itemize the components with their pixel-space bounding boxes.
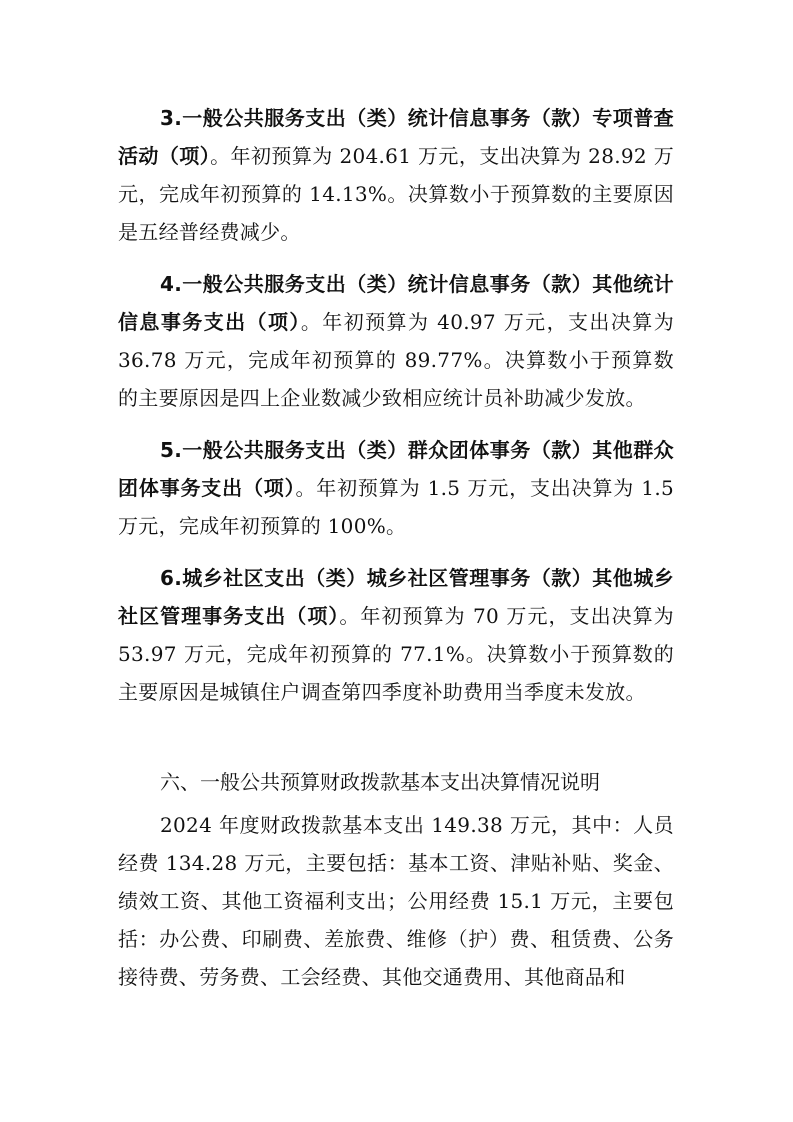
item-6-title: 6.城乡社区支出（类）城乡社区管理事务（款）其他城乡社区管理事务支出（项） (118, 566, 674, 628)
item-5-body: 。年初预算为 1.5 万元，支出决算为 1.5 万元，完成年初预算的 100%。 (118, 476, 674, 538)
item-5-title: 5.一般公共服务支出（类）群众团体事务（款）其他群众团体事务支出（项） (118, 438, 674, 500)
section-body: 2024 年度财政拨款基本支出 149.38 万元，其中：人员经费 134.28 万元，主要包括：基本工资、津贴补贴、奖金、绩效工资、其他工资福利支出；公用经费 15.1 万元，主要包括：办公费、印刷费、差旅费、维修（护）费、租赁费、公务接待费、劳务费、工会经费、其他交通费用、其他商品和 (118, 813, 674, 989)
item-3-title: 3.一般公共服务支出（类）统计信息事务（款）专项普查活动（项） (118, 106, 674, 168)
item-6-body: 。年初预算为 70 万元，支出决算为 53.97 万元，完成年初预算的 77.1%。决算数小于预算数的主要原因是城镇住户调查第四季度补助费用当季度未发放。 (118, 604, 674, 704)
item-3-paragraph (118, 99, 674, 251)
item-4-title: 4.一般公共服务支出（类）统计信息事务（款）其他统计信息事务支出（项） (118, 272, 674, 334)
item-6-paragraph (118, 559, 674, 711)
section-heading: 六、一般公共预算财政拨款基本支出决算情况说明 (160, 770, 600, 794)
item-3-body: 。年初预算为 204.61 万元，支出决算为 28.92 万元，完成年初预算的 14.13%。决算数小于预算数的主要原因是五经普经费减少。 (118, 144, 675, 244)
item-4-paragraph (118, 265, 674, 417)
item-4-body: 。年初预算为 40.97 万元，支出决算为 36.78 万元，完成年初预算的 89.77%。决算数小于预算数的主要原因是四上企业数减少致相应统计员补助减少发放。 (118, 310, 674, 410)
item-5-paragraph (118, 431, 674, 545)
